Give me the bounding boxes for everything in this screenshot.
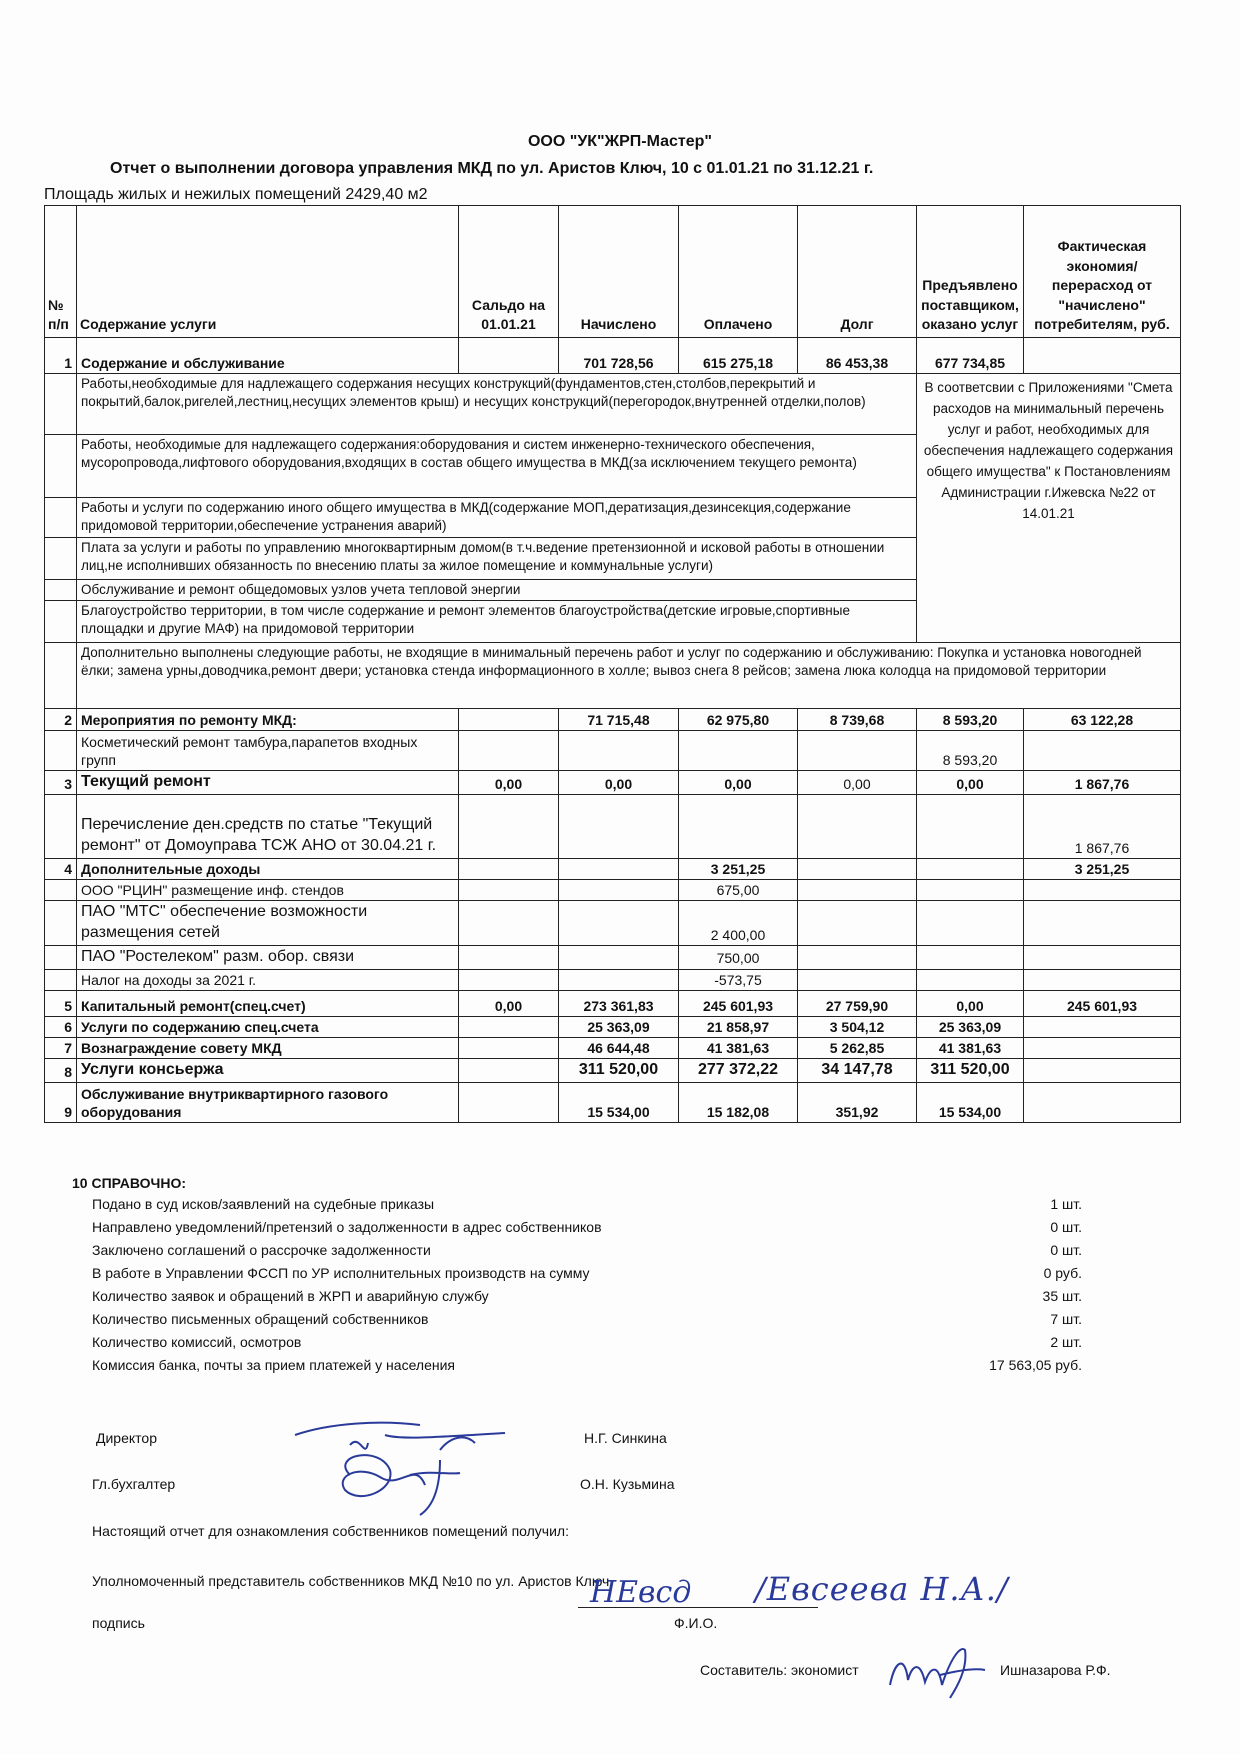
list-item: Плата за услуги и работы по управлению многоквартирным домом(в т.ч.ведение претензионной и исковой работы в отношении лиц,не исполнивших обязанность по внесению платы за жилое помещение и коммунальные услуги) (77, 538, 917, 580)
row-paid: 15 182,08 (679, 1083, 798, 1123)
row-name: ООО "РЦИН" размещение инф. стендов (77, 879, 459, 900)
row-paid: 0,00 (679, 771, 798, 795)
row-name: Косметический ремонт тамбура,парапетов входных групп (77, 731, 459, 771)
table-row (45, 969, 1181, 990)
row-num: 4 (45, 858, 77, 879)
list-item: Благоустройство территории, в том числе содержание и ремонт элементов благоустройства(детские игровые,спортивные площадки и другие МАФ) на придомовой территории (77, 601, 917, 643)
row-debt: 27 759,90 (798, 990, 917, 1016)
extra-works-note: Дополнительно выполнены следующие работы, не входящие в минимальный перечень работ и услуг по содержанию и обслуживанию: Покупка и установка новогодней ёлки; замена урны,доводчика,ремонт двери; установка стенда информационного в холле; вывоз снега 8 рейсов; замена люка колодца на придомовой территории (77, 643, 1181, 709)
row-name: ПАО "Ростелеком" разм. обор. связи (77, 945, 459, 969)
table-row (45, 858, 1181, 879)
row-paid: 21 858,97 (679, 1016, 798, 1037)
item-label: Количество письменных обращений собственников (92, 1311, 429, 1327)
signature-line (578, 1607, 818, 1608)
row-paid: 277 372,22 (679, 1059, 798, 1083)
row-charged: 71 715,48 (559, 709, 679, 731)
list-item (92, 1196, 1082, 1212)
row-num: 3 (45, 771, 77, 795)
col-service-header: Содержание услуги (77, 206, 459, 338)
row-presented: 41 381,63 (917, 1037, 1024, 1058)
list-item: Работы,необходимые для надлежащего содержания несущих конструкций(фундаментов,стен,столбов,перекрытий и покрытий,балок,ригелей,лестниц,несущих элементов крыш) и несущих конструкций(перегородок,внутренней отделки,полов) (77, 374, 917, 435)
item-label: Количество заявок и обращений в ЖРП и аварийную службу (92, 1288, 489, 1304)
item-value: 17 563,05 руб. (989, 1357, 1082, 1373)
table-row (45, 990, 1181, 1016)
row-charged: 46 644,48 (559, 1037, 679, 1058)
row-balance (459, 709, 559, 731)
representative-signature: НЕвсд (590, 1575, 692, 1610)
row-num: 9 (45, 1083, 77, 1123)
row-charged: 701 728,56 (559, 338, 679, 374)
col-charged-header: Начислено (559, 206, 679, 338)
table-row (45, 1016, 1181, 1037)
row-name: Обслуживание внутриквартирного газового оборудования (77, 1083, 459, 1123)
row-paid: 62 975,80 (679, 709, 798, 731)
area-info: Площадь жилых и нежилых помещений 2429,40 м2 (44, 186, 428, 203)
row-paid: 2 400,00 (679, 901, 798, 946)
row-economy (1024, 338, 1181, 374)
row-debt: 351,92 (798, 1083, 917, 1123)
list-item (92, 1219, 1082, 1235)
item-value: 7 шт. (1050, 1311, 1082, 1327)
table-row (45, 643, 1181, 709)
row-debt: 0,00 (798, 771, 917, 795)
item-value: 35 шт. (1042, 1288, 1082, 1304)
table-row (45, 794, 1181, 858)
item-label: Подано в суд исков/заявлений на судебные приказы (92, 1196, 435, 1212)
list-item (92, 1334, 1082, 1350)
row-charged: 311 520,00 (559, 1059, 679, 1083)
table-row (45, 338, 1181, 374)
list-item (92, 1288, 1082, 1304)
item-label: Направлено уведомлений/претензий о задолженности в адрес собственников (92, 1219, 602, 1235)
row-paid: -573,75 (679, 969, 798, 990)
row-economy: 245 601,93 (1024, 990, 1181, 1016)
row-name: Услуги консьержа (77, 1059, 459, 1083)
table-row (45, 1059, 1181, 1083)
col-num-header: № п/п (45, 206, 77, 338)
compiler-name: Ишназарова Р.Ф. (1000, 1662, 1111, 1678)
list-item (92, 1265, 1082, 1281)
representative-label: Уполномоченный представитель собственников МКД №10 по ул. Аристов Ключ (92, 1573, 610, 1589)
item-value: 2 шт. (1050, 1334, 1082, 1350)
table-row (45, 374, 1181, 435)
table-row (45, 901, 1181, 946)
report-title: Отчет о выполнении договора управления МКД по ул. Аристов Ключ, 10 с 01.01.21 по 31.12.21 г. (110, 160, 874, 177)
row-presented: 8 593,20 (917, 731, 1024, 771)
row-paid: 41 381,63 (679, 1037, 798, 1058)
item-label: Комиссия банка, почты за прием платежей у населения (92, 1357, 455, 1373)
row-name: Перечисление ден.средств по статье "Текущий ремонт" от Домоуправа ТСЖ АНО от 30.04.21 г. (77, 794, 459, 858)
table-row (45, 731, 1181, 771)
row-charged: 273 361,83 (559, 990, 679, 1016)
row-paid: 750,00 (679, 945, 798, 969)
received-note: Настоящий отчет для ознакомления собственников помещений получил: (92, 1523, 569, 1539)
table-row (45, 1083, 1181, 1123)
row-num: 1 (45, 338, 77, 374)
row-presented: 25 363,09 (917, 1016, 1024, 1037)
row-num: 2 (45, 709, 77, 731)
sign-label: подпись (92, 1615, 145, 1631)
row-paid: 615 275,18 (679, 338, 798, 374)
table-row (45, 1037, 1181, 1058)
item-value: 0 шт. (1050, 1242, 1082, 1258)
table-row (45, 709, 1181, 731)
row-economy: 3 251,25 (1024, 858, 1181, 879)
row-charged: 0,00 (559, 771, 679, 795)
accountant-name: О.Н. Кузьмина (580, 1476, 675, 1492)
row-economy: 1 867,76 (1024, 794, 1181, 858)
row-name: Дополнительные доходы (77, 858, 459, 879)
row-economy: 63 122,28 (1024, 709, 1181, 731)
col-paid-header: Оплачено (679, 206, 798, 338)
row-name: Капитальный ремонт(спец.счет) (77, 990, 459, 1016)
item-label: В работе в Управлении ФССП по УР исполнительных производств на сумму (92, 1265, 590, 1281)
report-table (44, 205, 1181, 1123)
row-charged: 15 534,00 (559, 1083, 679, 1123)
item-value: 0 руб. (1043, 1265, 1082, 1281)
row-presented: 0,00 (917, 990, 1024, 1016)
director-label: Директор (96, 1430, 157, 1446)
item-label: Количество комиссий, осмотров (92, 1334, 302, 1350)
row-debt: 34 147,78 (798, 1059, 917, 1083)
fio-label: Ф.И.О. (674, 1615, 718, 1631)
col-economy-header: Фактическая экономия/перерасход от "начислено" потребителям, руб. (1024, 206, 1181, 338)
row-balance: 0,00 (459, 771, 559, 795)
row-presented: 15 534,00 (917, 1083, 1024, 1123)
list-item (92, 1311, 1082, 1327)
row-presented: 0,00 (917, 771, 1024, 795)
row-name: ПАО "МТС" обеспечение возможности размещения сетей (77, 901, 459, 946)
row-economy: 1 867,76 (1024, 771, 1181, 795)
item-label: Заключено соглашений о рассрочке задолженности (92, 1242, 431, 1258)
row-name: Услуги по содержанию спец.счета (77, 1016, 459, 1037)
row-charged: 25 363,09 (559, 1016, 679, 1037)
row-debt: 5 262,85 (798, 1037, 917, 1058)
row-name: Налог на доходы за 2021 г. (77, 969, 459, 990)
list-item: Работы и услуги по содержанию иного общего имущества в МКД(содержание МОП,дератизация,дезинсекция,содержание придомовой территории,обеспечение устранения аварий) (77, 498, 917, 538)
company-name: ООО "УК"ЖРП-Мастер" (527, 133, 713, 150)
table-header-row (45, 206, 1181, 338)
item-value: 1 шт. (1050, 1196, 1082, 1212)
compiler-label: Составитель: экономист (700, 1662, 859, 1678)
list-item: Работы, необходимые для надлежащего содержания:оборудования и систем инженерно-технического обеспечения, мусоропровода,лифтового оборудования,входящих в состав общего имущества в МКД(за исключением текущего ремонта) (77, 435, 917, 498)
row-name: Текущий ремонт (77, 771, 459, 795)
list-item (92, 1357, 1082, 1373)
table-row (45, 771, 1181, 795)
compiler-signature-image (880, 1640, 990, 1700)
item-value: 0 шт. (1050, 1219, 1082, 1235)
row-num: 7 (45, 1037, 77, 1058)
row-num: 5 (45, 990, 77, 1016)
accountant-label: Гл.бухгалтер (92, 1476, 176, 1492)
row-presented: 8 593,20 (917, 709, 1024, 731)
row-name: Вознаграждение совету МКД (77, 1037, 459, 1058)
row-paid: 245 601,93 (679, 990, 798, 1016)
row-name: Мероприятия по ремонту МКД: (77, 709, 459, 731)
col-balance-header: Сальдо на 01.01.21 (459, 206, 559, 338)
table-row (45, 945, 1181, 969)
col-debt-header: Долг (798, 206, 917, 338)
reference-heading: 10 СПРАВОЧНО: (72, 1175, 187, 1191)
row-debt: 3 504,12 (798, 1016, 917, 1037)
regulation-note: В соответсвии с Приложениями "Смета расходов на минимальный перечень услуг и работ, необходимых для обеспечения надлежащего содержания общего имущества" к Постановлениям Администрации г.Ижевска №22 от 14.01.21 (917, 374, 1181, 643)
row-num: 6 (45, 1016, 77, 1037)
col-presented-header: Предъявлено поставщиком, оказано услуг (917, 206, 1024, 338)
row-paid: 3 251,25 (679, 858, 798, 879)
row-debt: 8 739,68 (798, 709, 917, 731)
director-signature-image (290, 1415, 560, 1525)
representative-name-handwritten: /Евсеева Н.А./ (755, 1570, 1009, 1608)
row-presented: 311 520,00 (917, 1059, 1024, 1083)
list-item: Обслуживание и ремонт общедомовых узлов учета тепловой энергии (77, 580, 917, 601)
row-name: Содержание и обслуживание (77, 338, 459, 374)
row-presented: 677 734,85 (917, 338, 1024, 374)
row-paid: 675,00 (679, 879, 798, 900)
director-name: Н.Г. Синкина (584, 1430, 667, 1446)
list-item (92, 1242, 1082, 1258)
row-num: 8 (45, 1059, 77, 1083)
table-row (45, 879, 1181, 900)
row-debt: 86 453,38 (798, 338, 917, 374)
row-balance (459, 338, 559, 374)
row-balance: 0,00 (459, 990, 559, 1016)
